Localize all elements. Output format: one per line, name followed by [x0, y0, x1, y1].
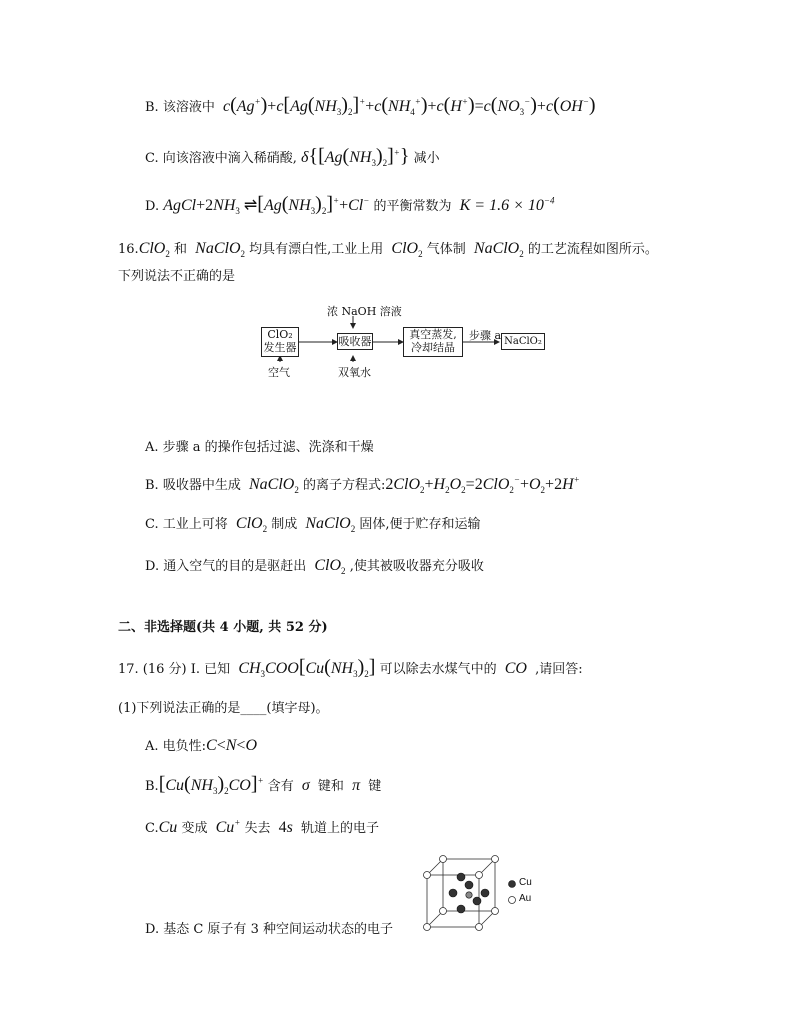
- q17-option-b: [145, 773, 381, 796]
- q16-option-b: [145, 474, 580, 495]
- q17-option-c: [145, 817, 379, 837]
- chem-clo2: ClO$_2$: [138, 240, 170, 260]
- q16-c-tail: 固体,便于贮存和运输: [359, 517, 481, 532]
- chem-naclo2: NaClO$_2$: [191, 240, 245, 260]
- q15-d-equation: $AgCl+2NH_3$ $\rightleftharpoons[Ag(NH_3)_2]^++Cl^-$: [163, 193, 370, 217]
- q17-b-end: 键: [368, 779, 382, 794]
- q16-text-2: 均具有漂白性,工业上用: [249, 242, 384, 257]
- q15-b-equation: $c(Ag^+)+c[Ag(NH_3)_2]^++c(NH_4^+)+c(H^+)=c(NO_3^-)+c(OH^-)$: [218, 94, 596, 118]
- q17-a-label: A. 电负性:: [145, 739, 207, 754]
- chem-copper-complex: $CH_3COO[Cu(NH_3)_2]$: [234, 656, 376, 680]
- q17-c-t1: 变成: [181, 821, 208, 836]
- q17-b-tail: 含有: [267, 779, 294, 794]
- q17-option-d: D. 基态 C 原子有 3 种空间运动状态的电子: [145, 922, 393, 937]
- q16-stem-line2: 下列说法不正确的是: [118, 269, 236, 284]
- q16-d-tail: ,使其被吸收器充分吸收: [349, 559, 484, 574]
- q16-c-label: C. 工业上可将: [145, 517, 228, 532]
- chem-co: CO: [500, 660, 531, 677]
- q15-d-label: D.: [145, 199, 160, 214]
- section-2-heading: 二、非选择题(共 4 小题, 共 52 分): [118, 620, 328, 635]
- absorber-box: 吸收器: [338, 335, 372, 348]
- process-flow-diagram: [255, 300, 555, 385]
- q16-number: 16.: [118, 242, 139, 257]
- q17-head: 17. (16 分) I. 已知: [118, 662, 231, 677]
- q15-c-tail: 减小: [413, 151, 440, 166]
- q16-b-label: B. 吸收器中生成: [145, 478, 241, 493]
- orbital-4s: 4s: [278, 819, 297, 836]
- chem-naclo2: NaClO$_2$: [244, 476, 299, 496]
- chem-clo2: ClO$_2$: [387, 240, 423, 260]
- naoh-label: 浓 NaOH 溶液: [327, 305, 402, 318]
- q17-head-end: ,请回答:: [535, 662, 583, 677]
- q16-stem-line1: [118, 238, 658, 259]
- legend-au: Au: [519, 893, 532, 904]
- chem-cu: Cu: [158, 819, 178, 836]
- chem-clo2: ClO$_2$: [231, 515, 268, 535]
- q15-b-label: B. 该溶液中: [145, 100, 215, 115]
- q17-c-t2: 失去: [244, 821, 271, 836]
- q17-sub1: (1)下列说法正确的是____(填字母)。: [118, 701, 329, 716]
- q16-option-c: [145, 513, 480, 534]
- chem-naclo2: NaClO$_2$: [301, 515, 356, 535]
- q15-option-c: [145, 145, 440, 168]
- q16-option-d: [145, 555, 484, 576]
- q16-c-mid: 制成: [271, 517, 298, 532]
- q16-text-3: 气体制: [426, 242, 466, 257]
- q16-text-1: 和: [174, 242, 188, 257]
- chem-cu-ion: Cu+: [211, 817, 241, 836]
- pi-symbol: π: [348, 777, 365, 794]
- h2o2-label: 双氧水: [338, 366, 371, 379]
- q16-b-mid: 的离子方程式:: [302, 478, 386, 493]
- q16-text-4: 的工艺流程如图所示。: [527, 242, 658, 257]
- q16-b-equation: $2ClO_2+H_2O_2=2ClO_2^-+O_2+2H^+$: [385, 474, 580, 496]
- q15-c-formula: $\delta\{[Ag(NH_3)_2]^+\}$: [301, 145, 410, 169]
- air-label: 空气: [268, 366, 290, 379]
- chem-clo2: ClO$_2$: [310, 557, 346, 577]
- q16-option-a: A. 步骤 a 的操作包括过滤、洗涤和干燥: [145, 440, 374, 455]
- q15-c-label: C. 向该溶液中滴入稀硝酸,: [145, 151, 297, 166]
- clo2-generator-box: ClO₂ 发生器: [261, 327, 299, 357]
- naclo2-product-box: NaClO₂: [501, 333, 545, 350]
- sigma-symbol: σ: [297, 777, 314, 794]
- step-a-label: 步骤 a: [469, 329, 502, 342]
- q17-option-a: [145, 735, 257, 755]
- q17-a-formula: C<N<O: [206, 737, 258, 754]
- q17-stem: [118, 656, 583, 679]
- q15-option-d: [145, 193, 554, 216]
- crystal-cell-figure: [423, 855, 538, 937]
- q15-option-b: [145, 94, 596, 117]
- q17-head-tail: 可以除去水煤气中的: [379, 662, 497, 677]
- q17-c-t3: 轨道上的电子: [301, 821, 380, 836]
- q17-c-label: C.: [145, 821, 159, 836]
- q15-d-tail: 的平衡常数为: [373, 199, 452, 214]
- q16-d-label: D. 通入空气的目的是驱赶出: [145, 559, 307, 574]
- chem-naclo2: NaClO$_2$: [469, 240, 524, 260]
- q17-b-label: B.: [145, 779, 159, 794]
- legend-cu: Cu: [519, 877, 532, 888]
- q15-d-constant: $K = 1.6 \times 10^{-4}$: [459, 195, 555, 214]
- q17-b-formula: $[Cu(NH_3)_2CO]^+$: [158, 773, 264, 797]
- q17-b-mid: 键和: [317, 779, 344, 794]
- evaporation-box: 真空蒸发, 冷却结晶: [403, 327, 463, 357]
